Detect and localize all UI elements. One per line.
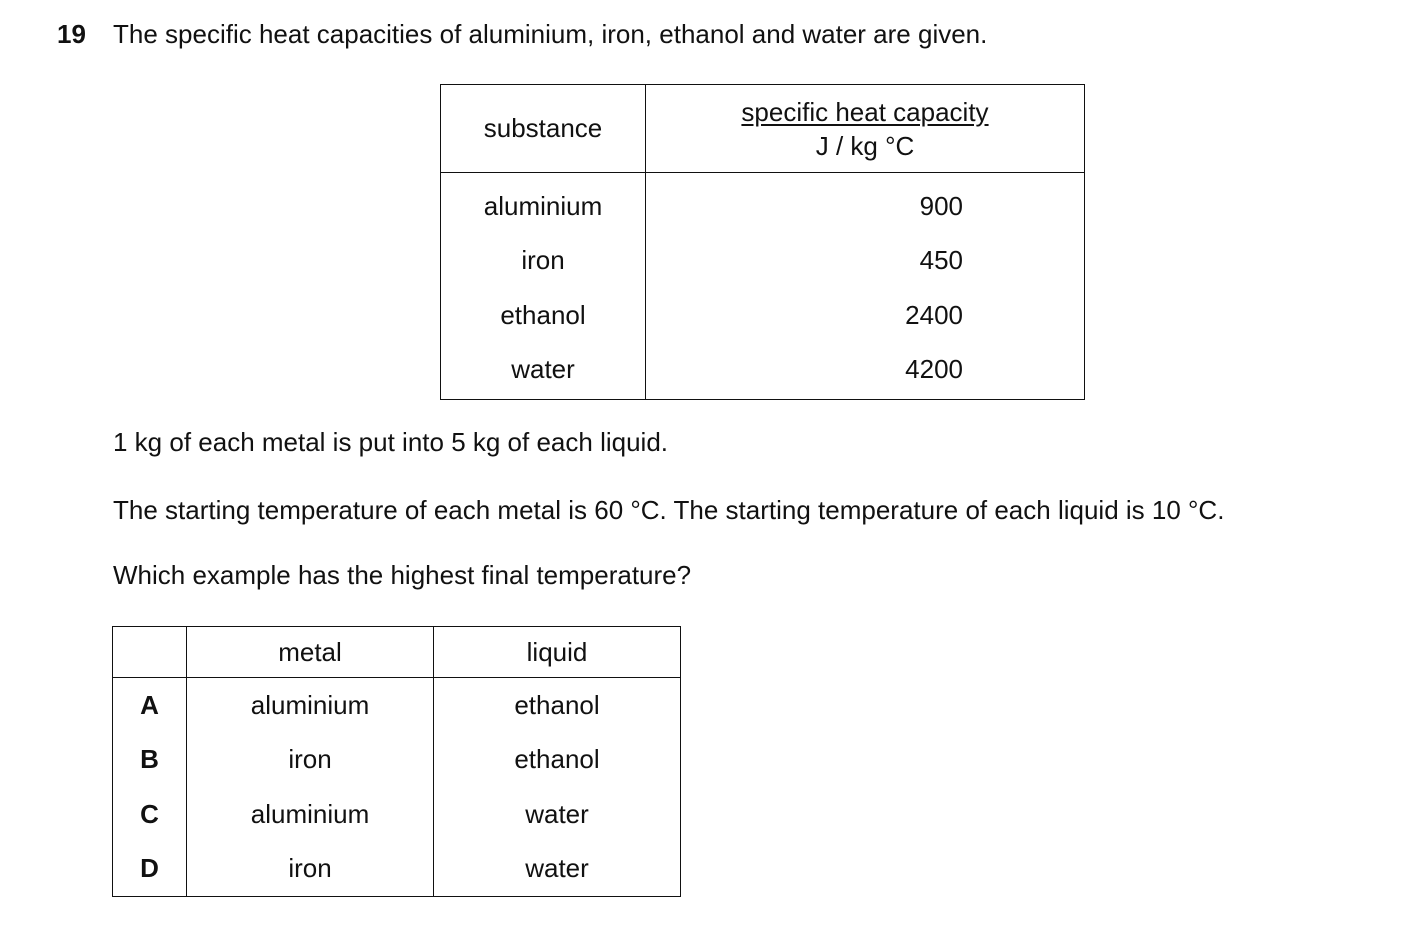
shc-value-cell: 900 — [646, 173, 1085, 234]
substance-cell: water — [441, 343, 646, 400]
option-row[interactable] — [113, 787, 681, 842]
substance-header: substance — [441, 85, 646, 173]
option-metal: aluminium — [187, 678, 434, 733]
substance-cell: aluminium — [441, 173, 646, 234]
option-liquid: water — [434, 787, 681, 842]
option-letter[interactable]: D — [113, 842, 187, 897]
option-metal: aluminium — [187, 787, 434, 842]
table-row — [441, 173, 1085, 234]
option-liquid: ethanol — [434, 678, 681, 733]
options-header-row — [113, 627, 681, 678]
option-row[interactable] — [113, 733, 681, 788]
shc-value-cell: 450 — [646, 234, 1085, 289]
shc-unit: J / kg °C — [815, 130, 915, 161]
specific-heat-table — [440, 84, 1085, 400]
shc-value-cell: 2400 — [646, 288, 1085, 343]
option-liquid: water — [434, 842, 681, 897]
table-row — [441, 288, 1085, 343]
option-row[interactable] — [113, 678, 681, 733]
temperature-statement: The starting temperature of each metal is 60 °C. The starting temperature of each liquid is 10 °C. — [113, 495, 1225, 525]
option-row[interactable] — [113, 842, 681, 897]
heat-table-header-row — [441, 85, 1085, 173]
metal-header: metal — [187, 627, 434, 678]
liquid-header: liquid — [434, 627, 681, 678]
table-row — [441, 343, 1085, 400]
question-stem: The specific heat capacities of aluminium, iron, ethanol and water are given. — [113, 19, 988, 49]
answer-options-table — [112, 626, 681, 897]
shc-header — [646, 85, 1085, 173]
substance-cell: iron — [441, 234, 646, 289]
table-row — [441, 234, 1085, 289]
option-letter[interactable]: C — [113, 787, 187, 842]
question-number: 19 — [57, 19, 86, 49]
option-metal: iron — [187, 733, 434, 788]
mass-statement: 1 kg of each metal is put into 5 kg of each liquid. — [113, 427, 669, 457]
shc-value-cell: 4200 — [646, 343, 1085, 400]
option-metal: iron — [187, 842, 434, 897]
substance-cell: ethanol — [441, 288, 646, 343]
question-prompt: Which example has the highest final temperature? — [113, 560, 692, 590]
option-liquid: ethanol — [434, 733, 681, 788]
shc-label: specific heat capacity — [741, 96, 989, 127]
letter-header — [113, 627, 187, 678]
option-letter[interactable]: B — [113, 733, 187, 788]
option-letter[interactable]: A — [113, 678, 187, 733]
